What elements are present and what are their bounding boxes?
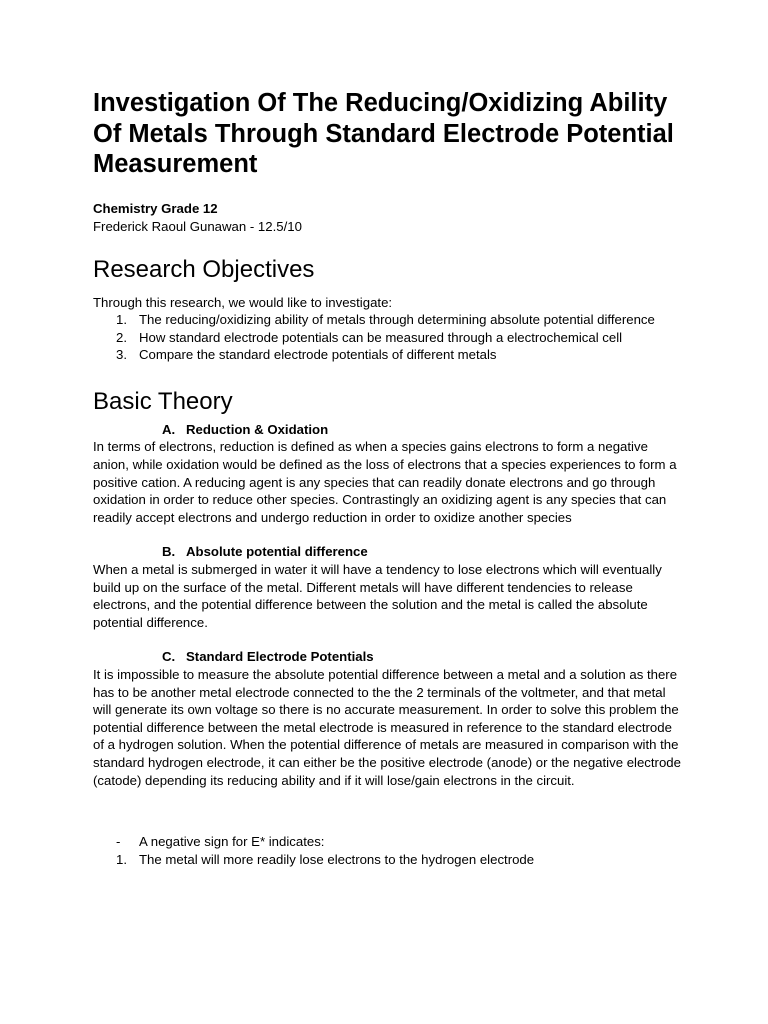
subject-line: Chemistry Grade 12 — [93, 200, 218, 216]
section-letter: A. — [162, 421, 176, 437]
bullet-text: A negative sign for E* indicates: — [139, 834, 325, 850]
section-body-reduction-oxidation: In terms of electrons, reduction is defined as when a species gains electrons to form a negative anion, while oxidation would be defined as the loss of electrons that a species experiences to form a positive cation. A reducing agent is any species that can readily donate electrons and go through oxidation in order to reduce other species. Contrastingly an oxidizing agent is any species that can readily accept electrons and undergo reduction in order to oxidize another species — [93, 439, 677, 525]
spacer — [93, 631, 683, 648]
bullet-item — [93, 833, 683, 851]
section-heading-reduction-oxidation — [93, 421, 683, 439]
list-number: 2. — [116, 329, 127, 345]
list-number: 3. — [116, 347, 127, 363]
bullet-item — [93, 851, 683, 869]
document-page — [93, 88, 683, 868]
objective-item — [93, 329, 683, 347]
objective-text: The reducing/oxidizing ability of metals through determining absolute potential difference — [139, 312, 655, 328]
section-letter: C. — [162, 649, 176, 665]
objective-text: Compare the standard electrode potentials of different metals — [139, 347, 497, 363]
section-body-standard-electrode: It is impossible to measure the absolute potential difference between a metal and a solution as there has to be another metal electrode connected to the the 2 terminals of the voltmeter, and that metal will generate its own voltage so there is no accurate measurement. In order to solve this problem the potential difference between the metal electrode is measured in reference to the standard electrode of a hydrogen solution. When the potential difference of metals are measured in comparison with the standard hydrogen electrode, it can either be the positive electrode (anode) or the negative electrode (catode) depending its reducing ability and if it will lose/gain electrons in the circuit. — [93, 667, 681, 788]
section-heading-standard-electrode — [93, 648, 683, 666]
objective-item — [93, 346, 683, 364]
spacer — [93, 526, 683, 543]
section-letter: B. — [162, 544, 176, 560]
objectives-heading: Research Objectives — [93, 255, 315, 283]
section-title: Absolute potential difference — [186, 544, 368, 560]
list-number: 1. — [116, 851, 127, 867]
objective-text: How standard electrode potentials can be measured through a electrochemical cell — [139, 329, 623, 345]
bullet-text: The metal will more readily lose electrons to the hydrogen electrode — [139, 851, 535, 867]
objective-item — [93, 311, 683, 329]
section-heading-absolute-potential — [93, 543, 683, 561]
objectives-list — [93, 311, 683, 364]
section-title: Reduction & Oxidation — [186, 421, 329, 437]
author-line: Frederick Raoul Gunawan - 12.5/10 — [93, 218, 302, 234]
bullet-dash: - — [116, 834, 121, 850]
section-body-absolute-potential: When a metal is submerged in water it will have a tendency to lose electrons which will eventually build up on the surface of the metal. Different metals will have different tendencies to release electrons, and the potential difference between the solution and the metal is called the absolute potential difference. — [93, 562, 662, 630]
spacer — [93, 789, 683, 833]
document-title: Investigation Of The Reducing/Oxidizing Ability Of Metals Through Standard Electrode Potential Measurement — [93, 89, 674, 178]
objectives-intro: Through this research, we would like to investigate: — [93, 294, 393, 310]
list-number: 1. — [116, 312, 127, 328]
sign-notes-list — [93, 833, 683, 868]
theory-heading: Basic Theory — [93, 387, 233, 415]
section-title: Standard Electrode Potentials — [186, 649, 374, 665]
